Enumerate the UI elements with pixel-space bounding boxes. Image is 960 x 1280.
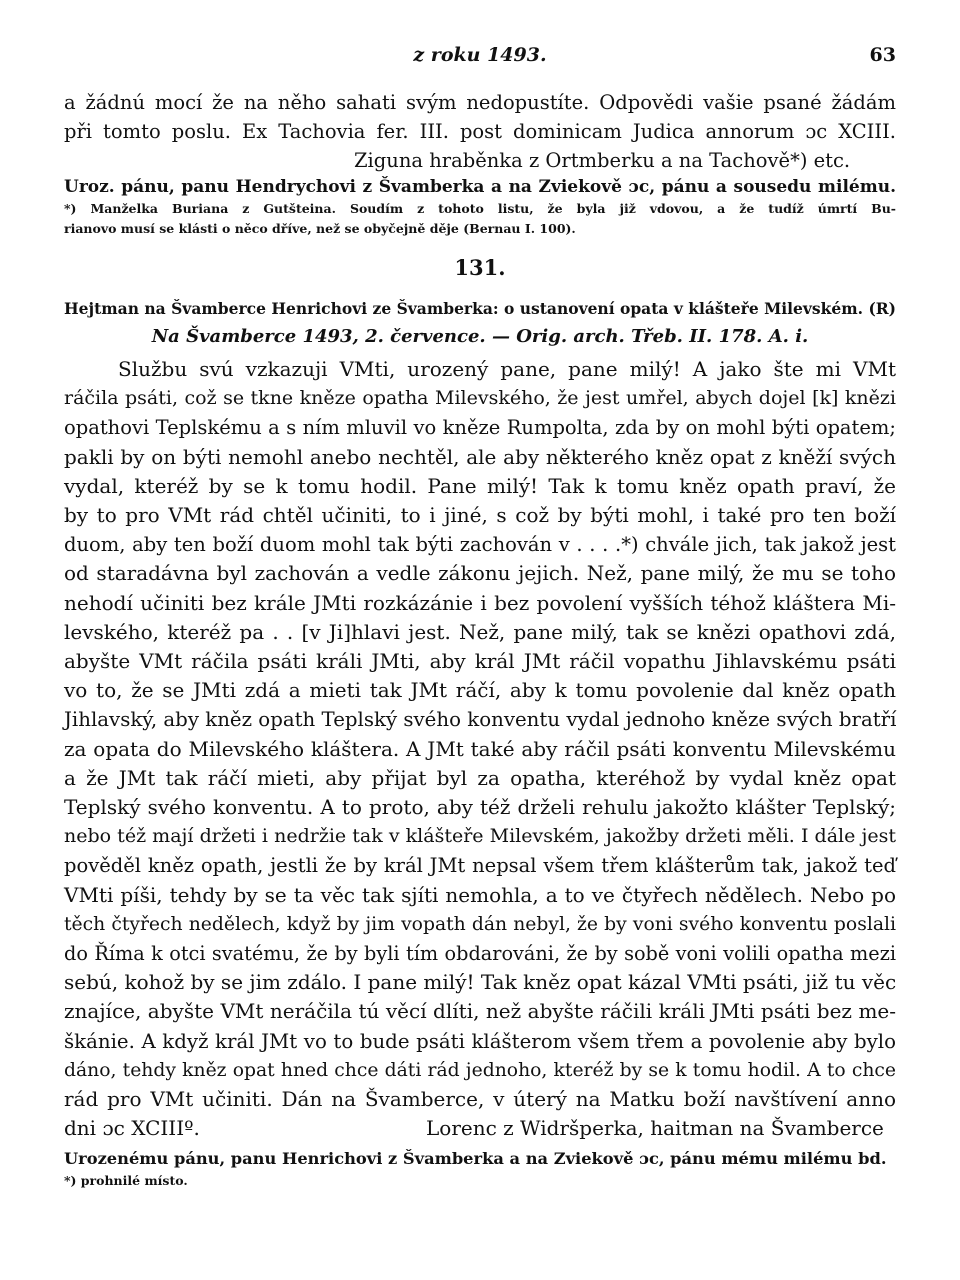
body-line: sebú, kohož by se jim zdálo. I pane milý! Tak kněz opat kázal VMti psáti, již tu věc	[64, 970, 897, 995]
regest-line: Hejtman na Švamberce Henrichovi ze Švamberka: o ustanovení opata v klášteře Milevském. (R)	[64, 299, 896, 318]
body-line: škánie. A když král JMt vo to bude psáti klášterom všem třem a povolenie aby bylo	[64, 1029, 896, 1053]
body-line: ráčila psáti, což se tkne kněze opatha Milevského, že jest umřel, abych dojel [k] knězi	[64, 387, 896, 410]
body-line: těch čtyřech nedělech, když by jim vopath dán nebyl, že by voni svého konventu poslali	[64, 913, 896, 935]
body-line: Teplský svého konventu. A to proto, aby též drželi rehulu jakožto klášter Teplský;	[64, 795, 896, 820]
running-title: z roku 1493.	[413, 44, 547, 66]
body-line: vydal, kteréž by se k tomu hodil. Pane milý! Tak k tomu kněz opath praví, že	[64, 473, 896, 498]
letter-regest	[64, 295, 896, 323]
body-line: nehodí učiniti bez krále JMti rozkázánie i bez povolení vyšších téhož kláštera Mi-	[64, 590, 896, 615]
page-number: 63	[869, 44, 896, 66]
address-line: Urozenému pánu, panu Henrichovi z Švamberka a na Zviekově ɔc, pánu mému milému bd.	[64, 1149, 887, 1169]
body-line: pakli by on býti nemohl anebo nechtěl, ale aby některého kněz opat z kněží svých	[64, 444, 896, 469]
body-line: od staradávna byl zachován a vedle zákonu jejich. Než, pane milý, že mu se toho	[64, 561, 896, 586]
body-line: rád pro VMt učiniti. Dán na Švamberce, v úterý na Matku boží navštívení anno	[64, 1087, 896, 1112]
body-line: Službu svú vzkazuji VMti, urozený pane, pane milý! A jako šte mi VMt	[118, 357, 896, 381]
body-line: znajíce, abyšte VMt neráčila tú věcí dlíti, než abyšte ráčili králi JMti psáti bez me-	[64, 999, 896, 1024]
document-page	[64, 44, 896, 1244]
closing-line	[64, 1114, 896, 1143]
previous-letter-footnote	[64, 199, 896, 239]
body-line: VMti píši, tehdy by se ta věc tak sjíti nemohla, a to ve čtyřech nědělech. Nebo po	[64, 882, 896, 907]
body-line: vo to, že se JMti zdá a mieti tak JMt ráčí, aby k tomu povolenie dal kněz opath	[64, 678, 896, 703]
running-head	[64, 44, 896, 74]
body-line: levského, kteréž pa . . [v Ji]hlavi jest. Než, pane milý, tak se knězi opathovi zdá,	[64, 619, 896, 644]
letter-source: Na Švamberce 1493, 2. července. — Orig. arch. Třeb. II. 178. A. i.	[151, 326, 809, 347]
letter-address	[64, 1147, 896, 1171]
letter-body	[64, 355, 896, 1143]
letter-footnote: *) prohnilé místo.	[64, 1173, 188, 1189]
previous-letter-address	[64, 175, 896, 199]
body-line: a že JMt tak ráčí mieti, aby přijat byl za opatha, kteréhož by vydal kněz opat	[64, 765, 896, 790]
body-line: za opata do Milevského kláštera. A JMt také aby ráčil psáti konventu Milevskému	[64, 736, 896, 761]
body-line: pověděl kněz opath, jestli že by král JMt nepsal všem třem klášterům tak, jakož teď	[64, 854, 896, 878]
body-line: do Říma k otci svatému, že by byli tím obdarováni, že by sobě voni volili opatha mezi	[64, 942, 896, 966]
body-line: by to pro VMt rád chtěl učiniti, to i jiné, s což by býti mohl, i také pro ten boží	[64, 503, 896, 528]
body-line: Jihlavský, aby kněz opath Teplský svého konventu vydal jednoho kněze svých bratří	[64, 708, 897, 732]
footnote-line: rianovo musí se klásti o něco dříve, než se obyčejně děje (Bernau I. 100).	[64, 221, 576, 236]
address-line: Uroz. pánu, panu Hendrychovi z Švamberka a na Zviekově ɔc, pánu a sousedu milému.	[64, 177, 896, 197]
body-line: opathovi Teplskému a s ním mluvil vo kněze Rumpolta, zda by on mohl býti opatem;	[64, 416, 896, 440]
body-line: dáno, tehdy kněz opat hned chce dáti rád jednoho, kteréž by se k tomu hodil. A to chce	[64, 1059, 896, 1081]
body-line: nebo též mají držeti i nedržie tak v klášteře Milevském, jakožby držeti měli. I dále jest	[64, 825, 896, 848]
text-line: při tomto poslu. Ex Tachovia fer. III. post dominicam Judica annorum ɔc XCIII.	[64, 120, 896, 143]
footnote-line: *) Manželka Buriana z Gutšteina. Soudím z tohoto listu, že byla již vdovou, a že tudíž úmrtí Bu-	[64, 201, 896, 216]
previous-letter-ending	[64, 88, 896, 175]
letter-signature: Lorenc z Widršperka, haitman na Švamberce	[426, 1116, 884, 1141]
body-line: duom, aby ten boží duom mohl tak býti zachován v . . . .*) chvále jich, tak jakož jest	[64, 533, 896, 557]
body-line: abyšte VMt ráčila psáti králi JMti, aby král JMt ráčil vopathu Jihlavskému psáti	[64, 649, 896, 674]
text-line: a žádnú mocí že na něho sahati svým nedopustíte. Odpovědi vašie psané žádám	[64, 91, 896, 114]
letter-number: 131.	[454, 255, 506, 280]
previous-letter-signature: Ziguna hraběnka z Ortmberku a na Tachově*) etc.	[354, 149, 851, 172]
closing-date: dni ɔc XCIIIº.	[64, 1116, 200, 1141]
